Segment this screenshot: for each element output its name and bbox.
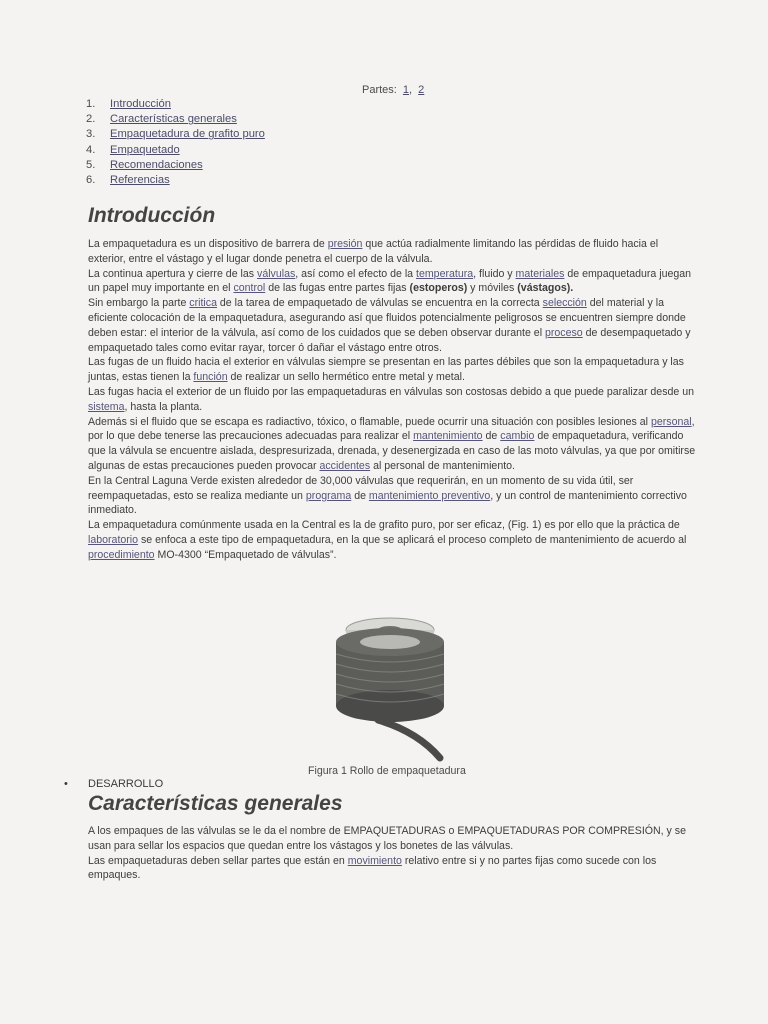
part-1-link[interactable]: 1 <box>402 84 410 96</box>
parts-navigation: Partes: 1, 2 <box>362 84 425 96</box>
link-materiales[interactable]: materiales <box>515 267 565 280</box>
paragraph: A los empaques de las válvulas se le da el nombre de EMPAQUETADURAS o EMPAQUETADURAS POR COMPRESIÓN, y se usan para sellar los espacios que quedan entre los vástagos y los bonetes de las válvulas. <box>88 825 686 852</box>
link-movimiento[interactable]: movimiento <box>347 854 402 867</box>
introduccion-heading: Introducción <box>88 204 216 227</box>
caracteristicas-body <box>88 824 698 883</box>
toc-item: 6. Referencias <box>86 173 265 188</box>
toc-item: 3. Empaquetadura de grafito puro <box>86 127 265 142</box>
link-seleccion[interactable]: selección <box>542 297 587 310</box>
toc-link-referencias[interactable]: Referencias <box>110 174 170 187</box>
caracteristicas-heading: Características generales <box>88 792 343 815</box>
parts-label: Partes: <box>362 84 397 96</box>
link-cambio[interactable]: cambio <box>500 430 535 443</box>
toc-link-introduccion[interactable]: Introducción <box>110 98 171 110</box>
paragraph: Las fugas de un fluido hacia el exterior en válvulas siempre se presentan en las partes débiles que son la empaquetadura y las juntas, estas tienen la función de realizar un sello hermético entre metal y metal. <box>88 356 684 384</box>
paragraph: La empaquetadura es un dispositivo de barrera de presión que actúa radialmente limitando las pérdidas de fluido hacia el exterior, entre el vástago y el lugar donde penetra el cuerpo de la válvula. <box>88 238 659 265</box>
toc-item: 4. Empaquetado <box>86 143 265 158</box>
desarrollo-label: DESARROLLO <box>88 778 164 790</box>
paragraph: La continua apertura y cierre de las válvulas, así como el efecto de la temperatura, fluido y materiales de empaquetadura juegan un papel muy importante en el control de las fugas entre partes fijas (estoperos) y móviles (vástagos). <box>88 267 692 295</box>
link-critica[interactable]: critica <box>189 297 217 310</box>
link-mantenimiento-preventivo[interactable]: mantenimiento preventivo <box>368 489 491 502</box>
packing-roll-image <box>318 612 458 762</box>
link-presion[interactable]: presión <box>327 238 363 250</box>
link-procedimiento[interactable]: procedimiento <box>88 548 155 561</box>
toc-item: 1. Introducción <box>86 97 265 112</box>
toc-link-caracteristicas[interactable]: Características generales <box>110 113 237 126</box>
link-sistema[interactable]: sistema <box>88 400 125 413</box>
paragraph: La empaquetadura comúnmente usada en la Central es la de grafito puro, por ser eficaz, (Fig. 1) es por ello que la práctica de laboratorio se enfoca a este tipo de empaquetadura, en la que se aplicará el proceso completo de mantenimiento de acuerdo al procedimiento MO-4300 “Empaquetado de válvulas”. <box>88 519 687 561</box>
toc-link-recomendaciones[interactable]: Recomendaciones <box>110 158 203 171</box>
paragraph: En la Central Laguna Verde existen alrededor de 30,000 válvulas que requerirán, en un momento de su vida útil, ser reempaquetadas, esto se realiza mediante un programa de mantenimiento preventivo, y un control de mantenimiento correctivo inmediato. <box>88 474 687 517</box>
toc-link-empaquetado[interactable]: Empaquetado <box>110 143 180 156</box>
toc-item: 5. Recomendaciones <box>86 158 265 173</box>
link-funcion[interactable]: función <box>193 371 228 384</box>
link-programa[interactable]: programa <box>305 489 352 502</box>
paragraph: Además si el fluido que se escapa es radiactivo, tóxico, o flamable, puede ocurrir una situación con posibles lesiones al personal, por lo que debe tenerse las precauciones adecuadas para realizar el mantenimiento de cambio de empaquetadura, verificando que la válvula se encuentre aislada, despresurizada, drenada, y desenergizada en caso de las moto válvulas, ya que por omitirse algunas de estas precauciones pueden provocar accidentes al personal de mantenimiento. <box>88 415 696 472</box>
table-of-contents <box>86 97 265 188</box>
bullet-marker: • <box>64 778 68 790</box>
toc-item: 2. Características generales <box>86 112 265 127</box>
paragraph: Sin embargo la parte critica de la tarea de empaquetado de válvulas se encuentra en la correcta selección del material y la eficiente colocación de la empaquetadura, asegurando así que fluidos potencialmente peligrosos se encuentren siempre donde deben estar: el interior de la válvula, así como de los cuidados que se deben observar durante el proceso de desempaquetado y empaquetado tales como evitar rayar, torcer ó dañar el vástago entre otros. <box>88 297 691 354</box>
link-mantenimiento[interactable]: mantenimiento <box>413 430 483 443</box>
link-laboratorio[interactable]: laboratorio <box>88 533 139 546</box>
introduccion-body <box>88 237 698 563</box>
paragraph: Las fugas hacia el exterior de un fluido por las empaquetaduras en válvulas son costosas debido a que puede paralizar desde un sistema, hasta la planta. <box>88 385 695 413</box>
toc-link-grafito[interactable]: Empaquetadura de grafito puro <box>110 128 265 141</box>
part-2-link[interactable]: 2 <box>418 84 425 96</box>
link-control[interactable]: control <box>233 282 266 295</box>
figure-caption: Figura 1 Rollo de empaquetadura <box>308 765 466 777</box>
link-valvulas[interactable]: válvulas <box>257 267 296 280</box>
link-temperatura[interactable]: temperatura <box>416 267 474 280</box>
link-proceso[interactable]: proceso <box>545 326 583 339</box>
paragraph: Las empaquetaduras deben sellar partes que están en movimiento relativo entre si y no partes fijas como sucede con los empaques. <box>88 854 657 882</box>
link-accidentes[interactable]: accidentes <box>319 459 371 472</box>
link-personal[interactable]: personal <box>650 415 692 428</box>
